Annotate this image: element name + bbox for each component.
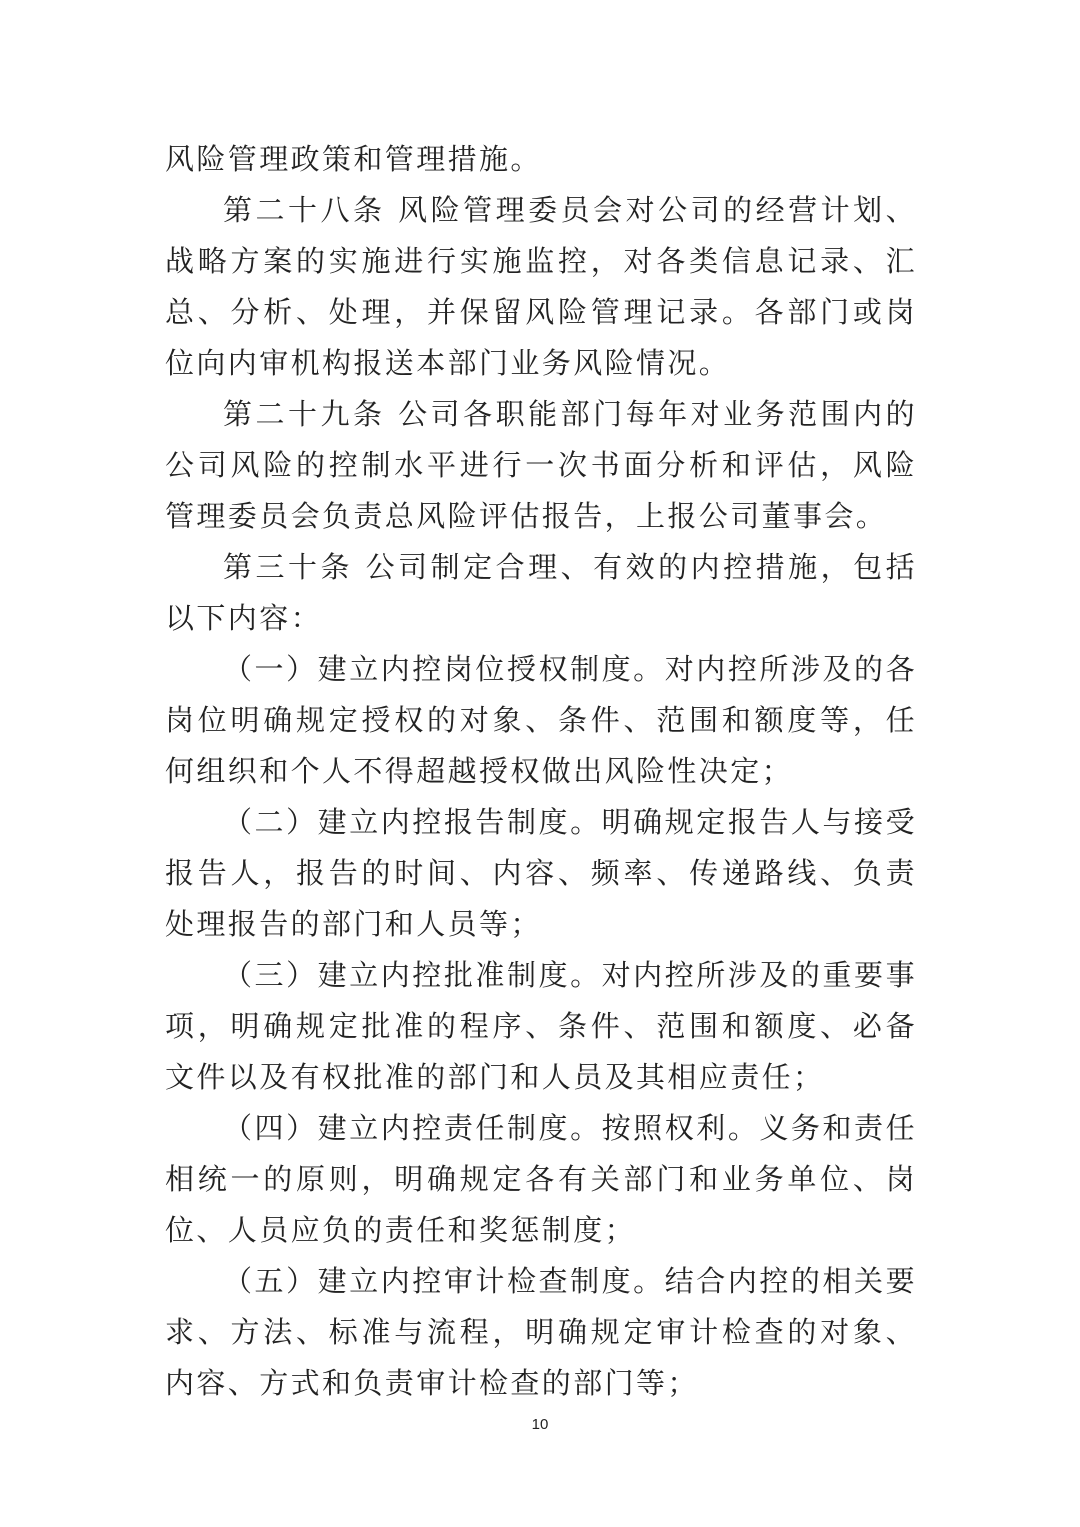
- document-body: [165, 134, 917, 1409]
- paragraph-item-5: （五）建立内控审计检查制度。结合内控的相关要求、方法、标准与流程，明确规定审计检查的对象、内容、方式和负责审计检查的部门等；: [165, 1264, 917, 1400]
- paragraph-item-2: （二）建立内控报告制度。明确规定报告人与接受报告人，报告的时间、内容、频率、传递路线、负责处理报告的部门和人员等；: [165, 805, 917, 941]
- page-number: 10: [531, 1416, 549, 1433]
- paragraph-item-4: （四）建立内控责任制度。按照权利。义务和责任相统一的原则，明确规定各有关部门和业务单位、岗位、人员应负的责任和奖惩制度；: [165, 1111, 917, 1247]
- paragraph-article-30: 第三十条 公司制定合理、有效的内控措施，包括以下内容：: [165, 550, 917, 635]
- paragraph-article-28: 第二十八条 风险管理委员会对公司的经营计划、战略方案的实施进行实施监控，对各类信息记录、汇总、分析、处理，并保留风险管理记录。各部门或岗位向内审机构报送本部门业务风险情况。: [165, 193, 917, 380]
- paragraph-item-3: （三）建立内控批准制度。对内控所涉及的重要事项，明确规定批准的程序、条件、范围和额度、必备文件以及有权批准的部门和人员及其相应责任；: [165, 958, 917, 1094]
- paragraph-continuation: 风险管理政策和管理措施。: [165, 142, 542, 176]
- paragraph-item-1: （一）建立内控岗位授权制度。对内控所涉及的各岗位明确规定授权的对象、条件、范围和额度等，任何组织和个人不得超越授权做出风险性决定；: [165, 652, 917, 788]
- paragraph-article-29: 第二十九条 公司各职能部门每年对业务范围内的公司风险的控制水平进行一次书面分析和评估，风险管理委员会负责总风险评估报告，上报公司董事会。: [165, 397, 917, 533]
